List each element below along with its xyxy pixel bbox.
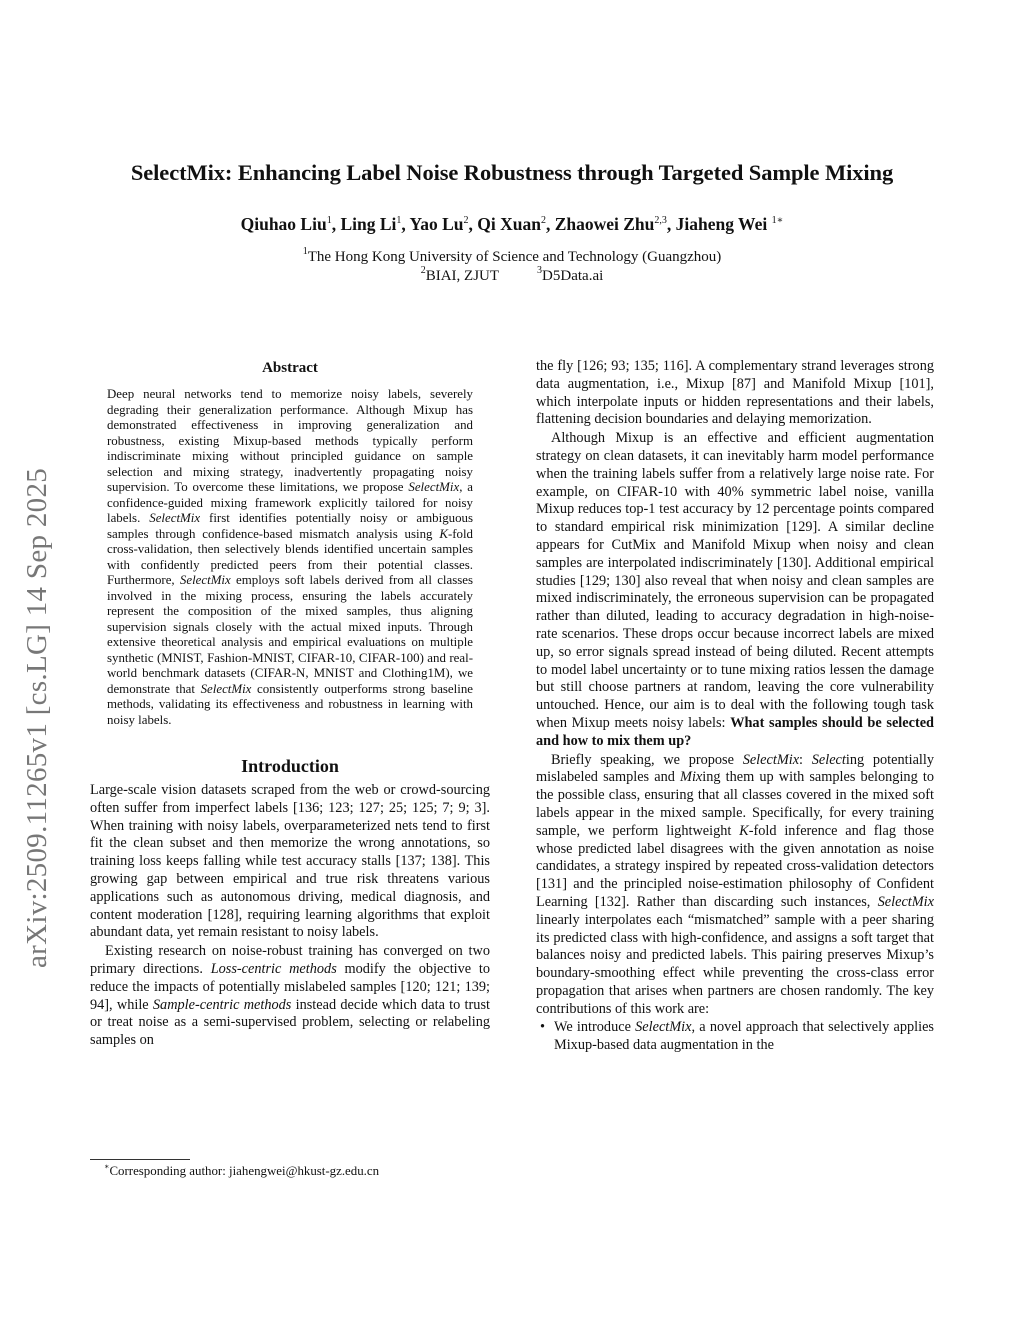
author-list: Qiuhao Liu$^1$, Ling Li$^1$, Yao Lu$^2$, Qi Xuan$^2$, Zhaowei Zhu$^{2,3}$, Jiaheng Wei $^{1∗}$: [240, 214, 784, 234]
arxiv-stamp: arXiv:2509.11265v1 [cs.LG] 14 Sep 2025: [21, 467, 53, 968]
contribution-bullet: • We introduce SelectMix, a novel approach that selectively applies Mixup-based data augmentation in the: [540, 1019, 934, 1054]
abstract-heading: Abstract: [262, 360, 318, 376]
author: Qi Xuan: [477, 214, 541, 234]
intro-paragraph: Although Mixup is an effective and efficient augmentation strategy on clean datasets, it can inevitably harm model performance when the training labels suffer from a relatively large noise rate. For example, on CIFAR-10 with 40% symmetric label noise, vanilla Mixup reduces top-1 test accuracy by 12 percentage points compared to standard empirical risk minimization [129]. A similar decline appears for CutMix and Manifold Mixup when noisy and clean samples are interpolated indiscriminately [130]. Additional empirical studies [129; 130] also reveal that when noisy and clean samples are mixed indiscriminately, the erroneous supervision can be propagated rather than diluted, leading to accuracy degradation in high-noise-rate scenarios. These drops occur because incorrect labels are mixed up, so error signals spread instead of being diluted. Recent attempts to model label uncertainty or to tune mixing ratios lessen the damage but still choose partners at random, leaving the core vulnerability untouched. Hence, our aim is to deal with the following tough task when Mixup meets noisy labels: What samples should be selected and how to mix them up?: [536, 430, 935, 749]
introduction-heading: Introduction: [241, 756, 339, 776]
footnote: ∗Corresponding author: jiahengwei@hkust-gz.edu.cn: [104, 1162, 380, 1178]
author: Qiuhao Liu: [240, 214, 327, 234]
author: Yao Lu: [409, 214, 464, 234]
affiliation-2-3: $^2$BIAI, ZJUT $^3$D5Data.ai: [420, 265, 604, 284]
intro-paragraph: the fly [126; 93; 135; 116]. A complementary strand leverages strong data augmentation, i.e., Mixup [87] and Manifold Mixup [101], which interpolate inputs or hidden representations and their labels, flattening decision boundaries and delaying memorization.: [536, 358, 934, 428]
footnote-divider: [90, 1159, 190, 1160]
bullet-icon: •: [540, 1019, 546, 1036]
author: Jiaheng Wei: [675, 214, 768, 234]
intro-paragraph: Existing research on noise-robust training has converged on two primary directions. Loss-centric methods modify the objective to reduce the impacts of potentially mislabeled samples [120; 121; 139; 94], while Sample-centric methods instead decide which data to trust or treat noise as a semi-supervised problem, selecting or relabeling samples on: [90, 943, 490, 1049]
intro-paragraph: Large-scale vision datasets scraped from the web or crowd-sourcing often suffer from imperfect labels [136; 123; 127; 25; 125; 7; 9; 3]. When training with noisy labels, overparameterized nets tend to first fit the clean subset and then memorize the wrong annotations, so training loss keeps falling while test accuracy stalls [137; 138]. This growing gap between empirical and true risk threatens various applications such as autonomous driving, medical diagnosis, and content moderation [128], requiring learning algorithms that exploit abundant data, yet remain resistant to noisy labels.: [90, 782, 490, 941]
paper-title: SelectMix: Enhancing Label Noise Robustness through Targeted Sample Mixing: [130, 160, 894, 185]
abstract-text: Deep neural networks tend to memorize noisy labels, severely degrading their generalization performance. Although Mixup has demonstrated effectiveness in improving generalization and robustness, existing Mixup-based methods typically perform indiscriminate mixing without principled guidance on sample selection and mixing strategy, inadvertently propagating noisy supervision. To overcome these limitations, we propose SelectMix, a confidence-guided mixing framework explicitly tailored for noisy labels. SelectMix first identifies potentially noisy or ambiguous samples through confidence-based mismatch analysis using K-fold cross-validation, then selectively blends identified uncertain samples with confidently predicted peers from their potential classes. Furthermore, SelectMix employs soft labels derived from all classes involved in the mixing process, ensuring the labels accurately represent the composition of the mixed samples, thus aligning supervision signals closely with the actual mixed inputs. Through extensive theoretical analysis and empirical evaluations on multiple synthetic (MNIST, Fashion-MNIST, CIFAR-10, CIFAR-100) and real-world benchmark datasets (CIFAR-N, MNIST and Clothing1M), we demonstrate that SelectMix consistently outperforms strong baseline methods, validating its effectiveness and robustness in learning with noisy labels.: [107, 387, 474, 727]
left-column: [90, 360, 490, 1050]
intro-paragraph: Briefly speaking, we propose SelectMix: Selecting potentially mislabeled samples and Mixing them up with samples belonging to the possible class, ensuring that all classes covered in the mixed soft labels appear in the mixed sample. Specifically, for every training sample, we perform lightweight K-fold inference and flag those whose predicted label disagrees with the given annotation as noise candidates, a strategy inspired by repeated cross-validation detectors [131] and the principled noise-estimation philosophy of Confident Learning [132]. Rather than discarding such instances, SelectMix linearly interpolates each “mismatched” sample with a peer sharing its predicted class with high-confidence, and assigns a soft target that balances noisy and predicted labels. This pairing preserves Mixup’s boundary-smoothing effect while preventing the cross-class error propagation that arises when partners are chosen randomly. The key contributions of this work are:: [536, 751, 935, 1017]
author: Ling Li: [340, 214, 397, 234]
affiliation-1: $^1$The Hong Kong University of Science and Technology (Guangzhou): [302, 246, 722, 265]
right-column: [536, 358, 934, 1055]
author: Zhaowei Zhu: [554, 214, 655, 234]
